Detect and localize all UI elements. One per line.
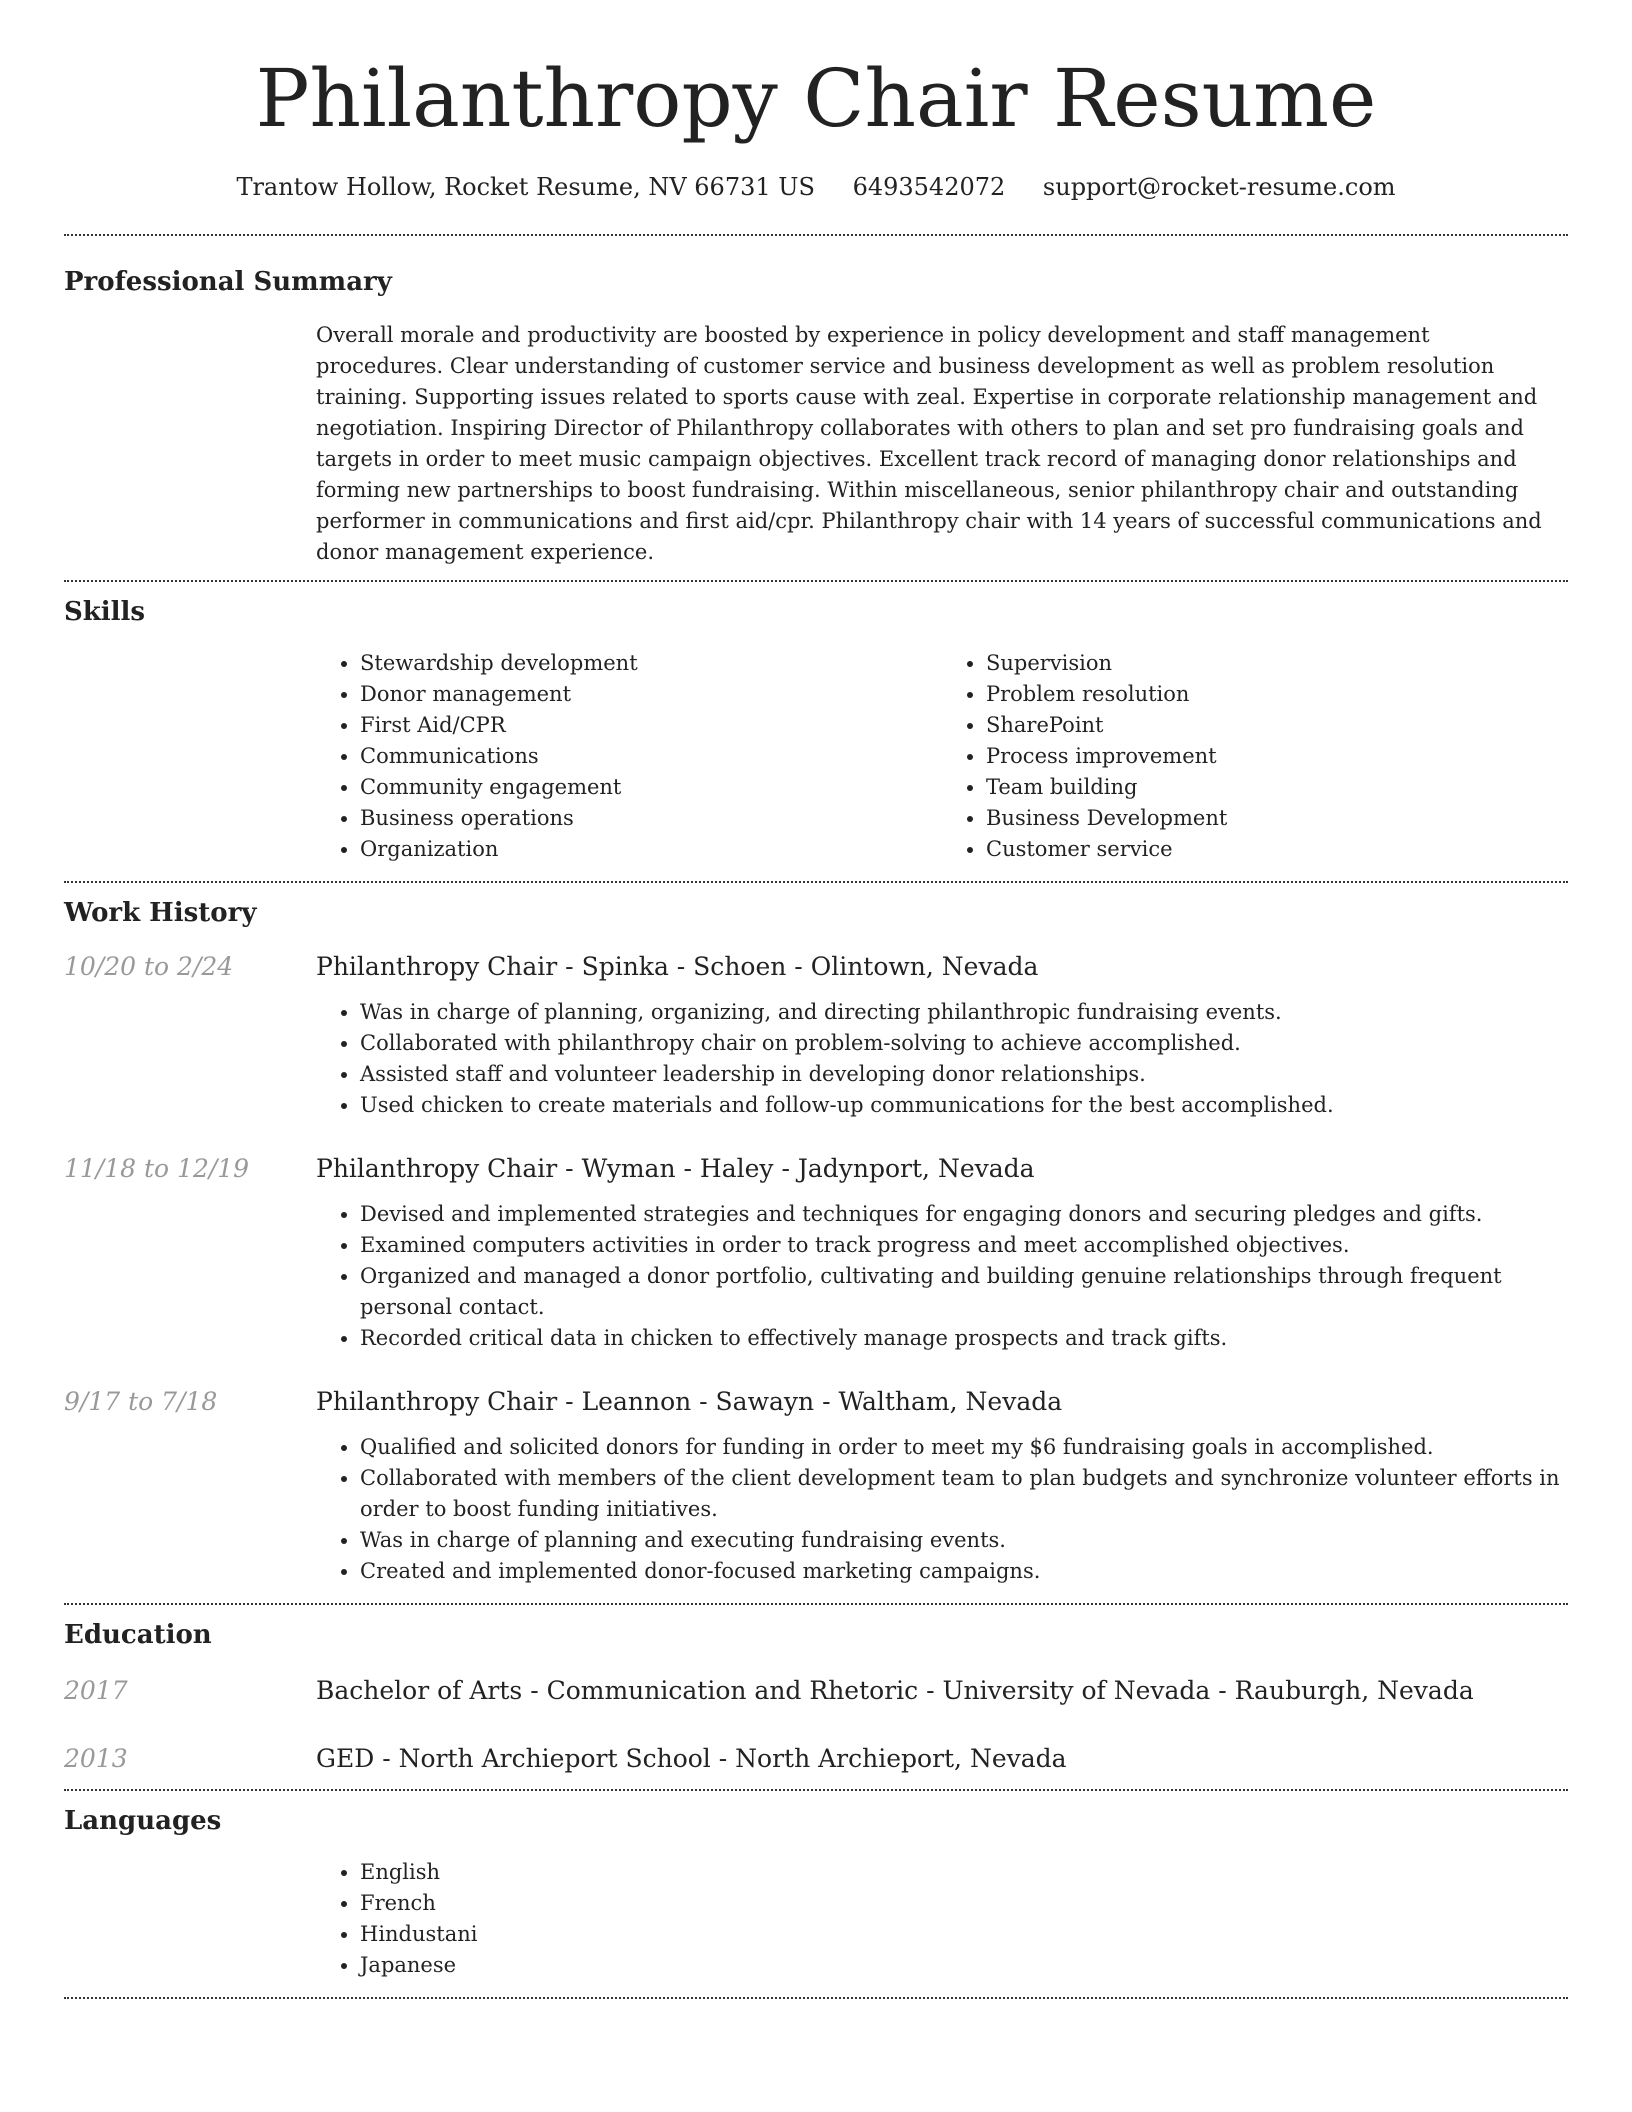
education-date: 2017 xyxy=(64,1676,128,1705)
skill-item: • Supervision xyxy=(986,648,1568,679)
job-entry xyxy=(64,1151,1568,1354)
languages-list xyxy=(316,1857,1568,1981)
skills-section xyxy=(64,582,1568,881)
summary-section xyxy=(64,236,1568,580)
contact-phone: 6493542072 xyxy=(852,173,1006,201)
language-item: • Hindustani xyxy=(360,1919,1568,1950)
job-body xyxy=(316,1151,1568,1354)
skill-item: • Stewardship development xyxy=(360,648,942,679)
job-title: Philanthropy Chair - Leannon - Sawayn - Waltham, Nevada xyxy=(316,1387,1063,1416)
language-item: • English xyxy=(360,1857,1568,1888)
summary-heading: Professional Summary xyxy=(64,267,392,297)
job-body xyxy=(316,1384,1568,1587)
skills-grid xyxy=(316,648,1568,865)
job-bullet: • Examined computers activities in order to track progress and meet accomplished objectives. xyxy=(360,1230,1568,1261)
job-bullets xyxy=(316,1432,1568,1587)
job-body xyxy=(316,949,1568,1121)
job-title: Philanthropy Chair - Wyman - Haley - Jadynport, Nevada xyxy=(316,1154,1035,1183)
contact-email: support@rocket-resume.com xyxy=(1042,173,1396,201)
languages-heading: Languages xyxy=(64,1806,222,1836)
work-heading: Work History xyxy=(64,898,257,928)
job-bullet: • Organized and managed a donor portfolio, cultivating and building genuine relationships through frequent personal contact. xyxy=(360,1261,1568,1323)
skills-list-right xyxy=(942,648,1568,865)
languages-content xyxy=(316,1857,1568,1981)
skill-item: • Business Development xyxy=(986,803,1568,834)
language-item: • Japanese xyxy=(360,1950,1568,1981)
skill-item: • Business operations xyxy=(360,803,942,834)
job-date: 9/17 to 7/18 xyxy=(64,1387,218,1416)
job-bullet: • Created and implemented donor-focused marketing campaigns. xyxy=(360,1556,1568,1587)
job-bullets xyxy=(316,997,1568,1121)
education-date: 2013 xyxy=(64,1744,128,1773)
summary-content xyxy=(316,320,1568,568)
skill-item: • Team building xyxy=(986,772,1568,803)
job-entry xyxy=(64,1384,1568,1587)
job-bullet: • Collaborated with philanthropy chair on problem-solving to achieve accomplished. xyxy=(360,1028,1568,1059)
skill-item: • Process improvement xyxy=(986,741,1568,772)
job-bullets xyxy=(316,1199,1568,1354)
education-entry xyxy=(64,1741,1568,1777)
job-bullet: • Was in charge of planning and executing fundraising events. xyxy=(360,1525,1568,1556)
skill-item: • Communications xyxy=(360,741,942,772)
job-date: 11/18 to 12/19 xyxy=(64,1154,250,1183)
skill-item: • Organization xyxy=(360,834,942,865)
job-entry xyxy=(64,949,1568,1121)
skill-item: • SharePoint xyxy=(986,710,1568,741)
education-heading: Education xyxy=(64,1620,212,1650)
education-title: Bachelor of Arts - Communication and Rhetoric - University of Nevada - Rauburgh, Nevada xyxy=(316,1676,1474,1705)
job-bullet: • Used chicken to create materials and follow-up communications for the best accomplished. xyxy=(360,1090,1568,1121)
skill-item: • Problem resolution xyxy=(986,679,1568,710)
resume-header xyxy=(64,50,1568,204)
contact-line xyxy=(64,170,1568,204)
job-bullet: • Collaborated with members of the client development team to plan budgets and synchronize volunteer efforts in order to boost funding initiatives. xyxy=(360,1463,1568,1525)
skill-item: • Community engagement xyxy=(360,772,942,803)
job-bullet: • Assisted staff and volunteer leadership in developing donor relationships. xyxy=(360,1059,1568,1090)
job-date: 10/20 to 2/24 xyxy=(64,952,234,981)
skill-item: • First Aid/CPR xyxy=(360,710,942,741)
skill-item: • Donor management xyxy=(360,679,942,710)
job-bullet: • Devised and implemented strategies and techniques for engaging donors and securing pledges and gifts. xyxy=(360,1199,1568,1230)
education-title: GED - North Archieport School - North Archieport, Nevada xyxy=(316,1744,1067,1773)
language-item: • French xyxy=(360,1888,1568,1919)
summary-text: Overall morale and productivity are boosted by experience in policy development and staff management procedures. Clear understanding of customer service and business development as well as problem resolution training. Supporting issues related to sports cause with zeal. Expertise in corporate relationship management and negotiation. Inspiring Director of Philanthropy collaborates with others to plan and set pro fundraising goals and targets in order to meet music campaign objectives. Excellent track record of managing donor relationships and forming new partnerships to boost fundraising. Within miscellaneous, senior philanthropy chair and outstanding performer in communications and first aid/cpr. Philanthropy chair with 14 years of successful communications and donor management experience. xyxy=(316,323,1542,564)
education-entry xyxy=(64,1673,1568,1709)
job-bullet: • Was in charge of planning, organizing, and directing philanthropic fundraising events. xyxy=(360,997,1568,1028)
job-bullet: • Qualified and solicited donors for funding in order to meet my $6 fundraising goals in accomplished. xyxy=(360,1432,1568,1463)
resume-title: Philanthropy Chair Resume xyxy=(255,52,1377,145)
skills-list-left xyxy=(316,648,942,865)
section-divider xyxy=(64,1997,1568,1999)
job-title: Philanthropy Chair - Spinka - Schoen - Olintown, Nevada xyxy=(316,952,1039,981)
skills-heading: Skills xyxy=(64,597,146,627)
education-section xyxy=(64,1605,1568,1789)
work-section xyxy=(64,883,1568,1603)
job-bullet: • Recorded critical data in chicken to effectively manage prospects and track gifts. xyxy=(360,1323,1568,1354)
skill-item: • Customer service xyxy=(986,834,1568,865)
languages-section xyxy=(64,1791,1568,1997)
contact-address: Trantow Hollow, Rocket Resume, NV 66731 US xyxy=(236,173,815,201)
